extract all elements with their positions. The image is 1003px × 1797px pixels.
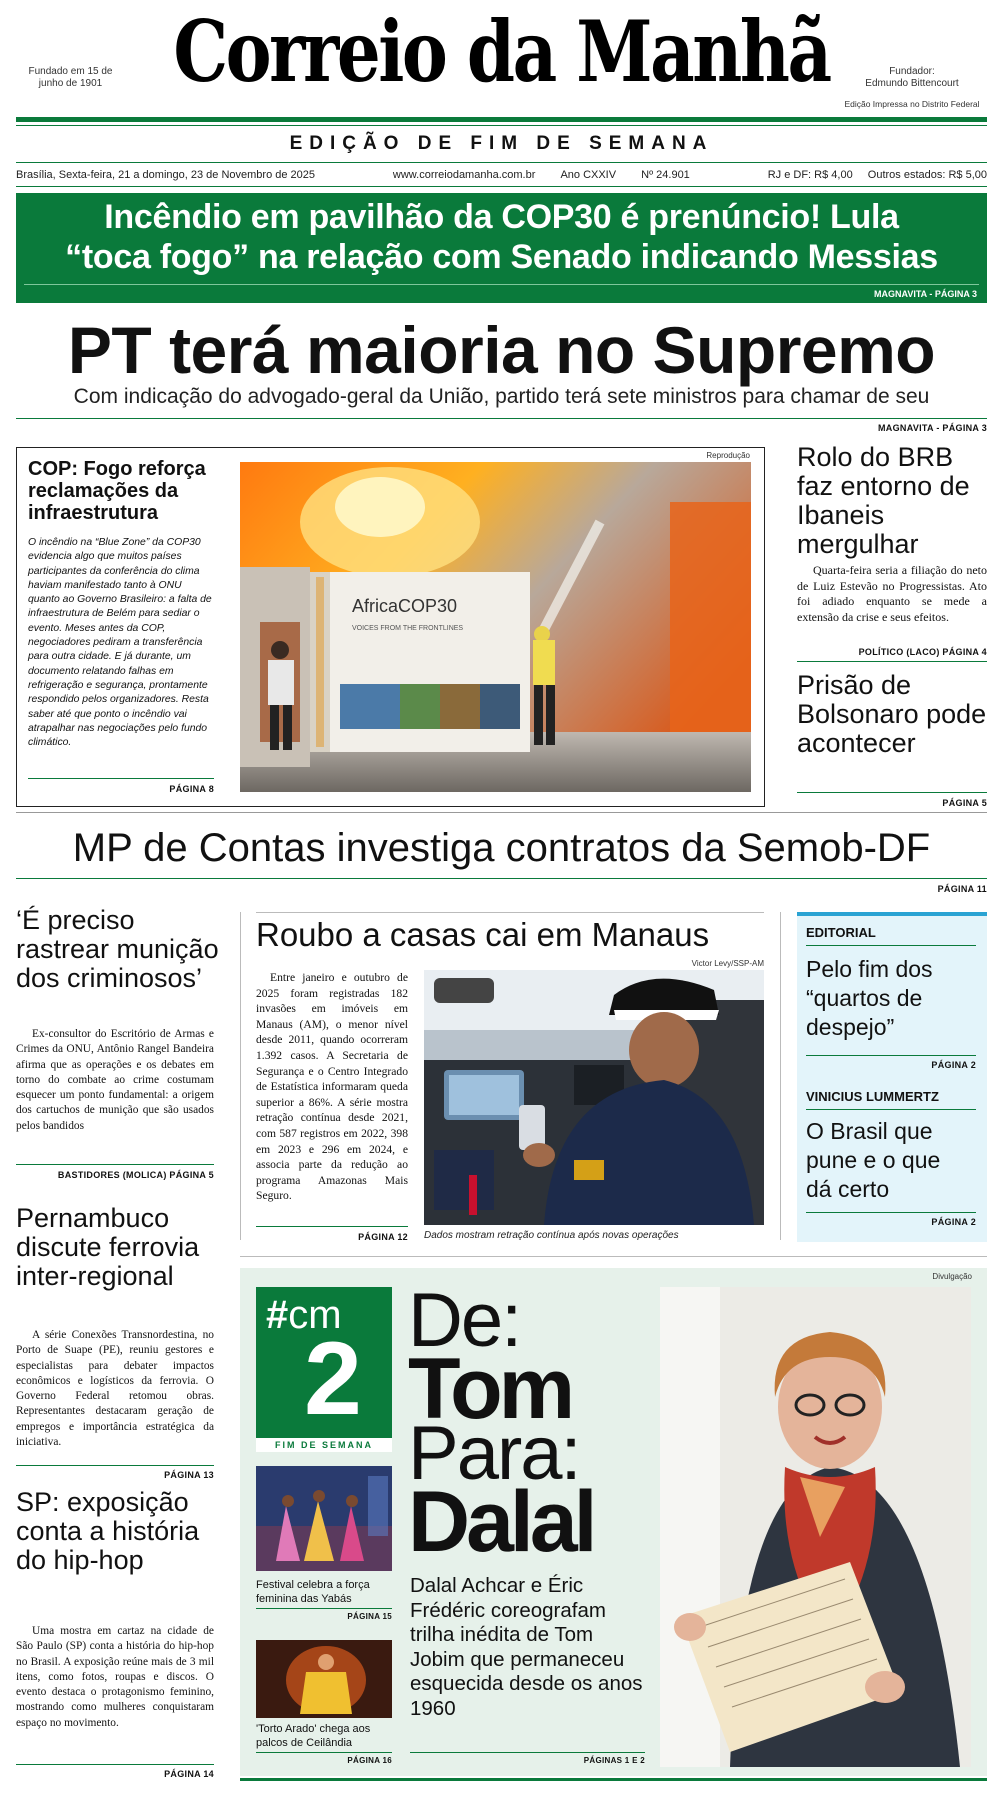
cm2-title-dalal: Dalal bbox=[408, 1474, 594, 1570]
manaus-body: Entre janeiro e outubro de 2025 foram registradas 182 invasões em imóveis em Manaus (AM), o menor nível desde 2011, quando ocorreram 1.392 casos. A Secretaria de Segurança e o Centro Integrado de Estatística informaram queda superior a 86%. A série mostra retração contínua desde 2021, com 587 registros em 2022, 398 em 2023 e 296 em 2024, e associa parte da redução ao programa Amazonas Mais Seguro. bbox=[256, 971, 408, 1203]
column-page-ref: PÁGINA 2 bbox=[931, 1217, 976, 1227]
founder-info bbox=[837, 66, 987, 110]
editorial-label: EDITORIAL bbox=[806, 925, 876, 940]
hiphop-headline[interactable]: SP: exposição conta a história do hip-hop bbox=[16, 1487, 200, 1575]
cm2-logo-label: FIM DE SEMANA bbox=[256, 1438, 392, 1452]
manaus-rule-top bbox=[256, 912, 764, 913]
photo-sign-sub: VOICES FROM THE FRONTLINES bbox=[352, 625, 464, 632]
price-other: Outros estados: R$ 5,00 bbox=[867, 169, 987, 181]
founder-name: Edmundo Bittencourt bbox=[865, 78, 959, 89]
banner-headline-line1: Incêndio em pavilhão da COP30 é prenúncio! Lula bbox=[104, 198, 899, 236]
pernambuco-body: A série Conexões Transnordestina, no Porto de Suape (PE), reuniu gestores e especialistas para debater impactos econômicos e logísticos da ferrovia. O Governo Federal retomou obras. Representantes destacaram geração de empregos e importância estratégica da iniciativa. bbox=[16, 1329, 214, 1449]
cop-rule bbox=[28, 778, 214, 779]
info-bar bbox=[16, 166, 987, 184]
pernambuco-headline[interactable]: Pernambuco discute ferrovia inter-regional bbox=[16, 1203, 200, 1291]
manaus-headline[interactable]: Roubo a casas cai em Manaus bbox=[256, 916, 710, 953]
edition-label: EDIÇÃO DE FIM DE SEMANA bbox=[289, 133, 714, 154]
cop-page-ref: PÁGINA 8 bbox=[169, 784, 214, 794]
manaus-photo-credit: Victor Levy/SSP-AM bbox=[691, 959, 764, 968]
issue-date: Brasília, Sexta-feira, 21 a domingo, 23 de Novembro de 2025 bbox=[16, 169, 316, 181]
cm2-body: Dalal Achcar e Éric Frédéric coreografam trilha inédita de Tom Jobim que permaneceu esquecida desde os anos 1960 bbox=[410, 1574, 643, 1720]
founded-date: Fundado em 15 de junho de 1901 bbox=[28, 66, 113, 89]
price-info bbox=[746, 169, 987, 181]
website-link[interactable]: www.correiodamanha.com.br bbox=[392, 169, 536, 181]
column-headline[interactable]: O Brasil que pune e o que dá certo bbox=[806, 1118, 941, 1202]
municao-rule bbox=[16, 1164, 214, 1165]
main-subhead: Com indicação do advogado-geral da União, partido terá sete ministros para chamar de seu bbox=[73, 385, 930, 408]
torto-arado-rule bbox=[256, 1752, 392, 1753]
issue-meta bbox=[371, 169, 690, 181]
cm2-logo[interactable] bbox=[256, 1287, 392, 1452]
manaus-caption: Dados mostram retração contínua após novas operações bbox=[424, 1230, 679, 1241]
brb-headline[interactable]: Rolo do BRB faz entorno de Ibaneis mergulhar bbox=[797, 442, 970, 559]
founder-label: Fundador: bbox=[889, 66, 935, 77]
issue-year: Ano CXXIV bbox=[560, 169, 617, 181]
main-headline[interactable]: PT terá maioria no Supremo bbox=[67, 313, 936, 387]
banner-divider bbox=[24, 284, 979, 285]
torto-arado-photo bbox=[256, 1640, 392, 1718]
manaus-police-photo bbox=[424, 970, 764, 1225]
issue-number: Nº 24.901 bbox=[641, 169, 690, 181]
top-banner[interactable] bbox=[16, 193, 987, 303]
infobar-rule-top bbox=[16, 162, 987, 163]
manaus-page-ref: PÁGINA 12 bbox=[358, 1232, 408, 1242]
torto-arado-caption[interactable]: 'Torto Arado' chega aos palcos de Ceilândia bbox=[256, 1723, 371, 1749]
masthead-title: Correio da Manhã bbox=[173, 2, 830, 101]
cm2-title-tom: Tom bbox=[408, 1341, 572, 1437]
print-edition: Edição Impressa no Distrito Federal bbox=[844, 99, 980, 109]
bolsonaro-rule bbox=[797, 792, 987, 793]
yabas-photo bbox=[256, 1466, 392, 1571]
price-rj-df: RJ e DF: R$ 4,00 bbox=[767, 169, 853, 181]
cop-headline[interactable]: COP: Fogo reforça reclamações da infraestrutura bbox=[28, 458, 206, 524]
pernambuco-rule bbox=[16, 1465, 214, 1466]
municao-body: Ex-consultor do Escritório de Armas e Crimes da ONU, Antônio Rangel Bandeira afirma que as operações e os debates em torno do combate ao crime costumam esquecer um ponto fundamental: a origem dos cartuchos de munição que são usados pelos bandidos bbox=[16, 1028, 214, 1132]
torto-arado-page-ref: PÁGINA 16 bbox=[347, 1756, 392, 1765]
municao-headline[interactable]: ‘É preciso rastrear munição dos criminosos’ bbox=[16, 905, 219, 993]
pernambuco-page-ref: PÁGINA 13 bbox=[164, 1470, 214, 1480]
infobar-rule-bottom bbox=[16, 186, 987, 187]
mp-rule-top bbox=[16, 812, 987, 813]
cm2-rule-top bbox=[240, 1256, 987, 1257]
hiphop-body: Uma mostra em cartaz na cidade de São Paulo (SP) conta a história do hip-hop no Brasil. A exposição reúne mais de 3 mil itens, como fotos, roupas e discos. O evento destaca o protagonismo feminino, mostrando como mulheres conquistaram espaço no movimento. bbox=[16, 1625, 214, 1729]
mp-rule bbox=[16, 878, 987, 879]
manaus-rule bbox=[256, 1226, 408, 1227]
editorial-label-rule bbox=[806, 945, 976, 946]
municao-page-ref: BASTIDORES (MOLICA) PÁGINA 5 bbox=[57, 1170, 214, 1180]
column-label-rule bbox=[806, 1109, 976, 1110]
main-page-ref: MAGNAVITA - PÁGINA 3 bbox=[878, 423, 987, 433]
brb-rule bbox=[797, 661, 987, 662]
cop-fire-photo bbox=[240, 462, 751, 792]
column-rule bbox=[806, 1212, 976, 1213]
masthead-rule bbox=[16, 117, 987, 122]
cm2-photo-credit: Divulgação bbox=[932, 1272, 972, 1281]
cm2-page-ref: PÁGINAS 1 E 2 bbox=[583, 1756, 645, 1765]
banner-headline-line2: “toca fogo” na relação com Senado indicando Messias bbox=[65, 238, 938, 276]
cop-photo-credit: Reprodução bbox=[706, 451, 750, 460]
manaus-left-divider bbox=[240, 912, 241, 1240]
brb-page-ref: POLÍTICO (LACO) PÁGINA 4 bbox=[858, 647, 987, 657]
brb-body: Quarta-feira seria a filiação do neto de Luiz Estevão no Progressistas. Ato foi adiado enquanto se mede a extensão da crise e seus efeitos. bbox=[797, 563, 987, 624]
dalal-photo bbox=[660, 1287, 971, 1767]
editorial-page-ref: PÁGINA 2 bbox=[931, 1060, 976, 1070]
hiphop-rule bbox=[16, 1764, 214, 1765]
bolsonaro-headline[interactable]: Prisão de Bolsonaro pode acontecer bbox=[797, 670, 987, 758]
yabas-page-ref: PÁGINA 15 bbox=[347, 1612, 392, 1621]
editorial-rule bbox=[806, 1055, 976, 1056]
cm2-rule bbox=[410, 1752, 645, 1753]
column-label: VINICIUS LUMMERTZ bbox=[806, 1089, 939, 1104]
cm2-title-para: Para: bbox=[408, 1411, 580, 1496]
mp-headline[interactable]: MP de Contas investiga contratos da Semob-DF bbox=[72, 826, 931, 870]
cm2-logo-top: #cm bbox=[266, 1293, 342, 1337]
bolsonaro-page-ref: PÁGINA 5 bbox=[942, 798, 987, 808]
mp-page-ref: PÁGINA 11 bbox=[937, 884, 987, 894]
hiphop-page-ref: PÁGINA 14 bbox=[164, 1769, 214, 1779]
manaus-right-divider bbox=[780, 912, 781, 1240]
photo-sign-title: AfricaCOP30 bbox=[352, 596, 458, 616]
yabas-rule bbox=[256, 1608, 392, 1609]
editorial-headline[interactable]: Pelo fim dos “quartos de despejo” bbox=[806, 956, 933, 1040]
cm2-logo-number: 2 bbox=[304, 1321, 362, 1437]
banner-page-ref: MAGNAVITA - PÁGINA 3 bbox=[874, 289, 977, 299]
cop-body: O incêndio na “Blue Zone” da COP30 evidencia algo que muitos países participantes da conferência do clima haviam manifestado tanto à ONU quanto ao Governo Brasileiro: a falta de infraestrutura de Belém para sediar o evento. Meses antes da COP, negociadores pediram a transferência para outra cidade. E já durante, um documento relatando falhas em refrigeração e segurança, prontamente respondido pelos organizadores. Resta saber até que ponto o incêndio vai atrapalhar nas negociações pelo fundo climático. bbox=[28, 537, 212, 749]
page-bottom-rule bbox=[240, 1778, 987, 1781]
yabas-caption[interactable]: Festival celebra a força feminina das Yabás bbox=[256, 1579, 370, 1605]
cm2-title-de: De: bbox=[408, 1278, 521, 1363]
main-rule bbox=[16, 418, 987, 419]
masthead-thin-rule bbox=[16, 125, 987, 126]
